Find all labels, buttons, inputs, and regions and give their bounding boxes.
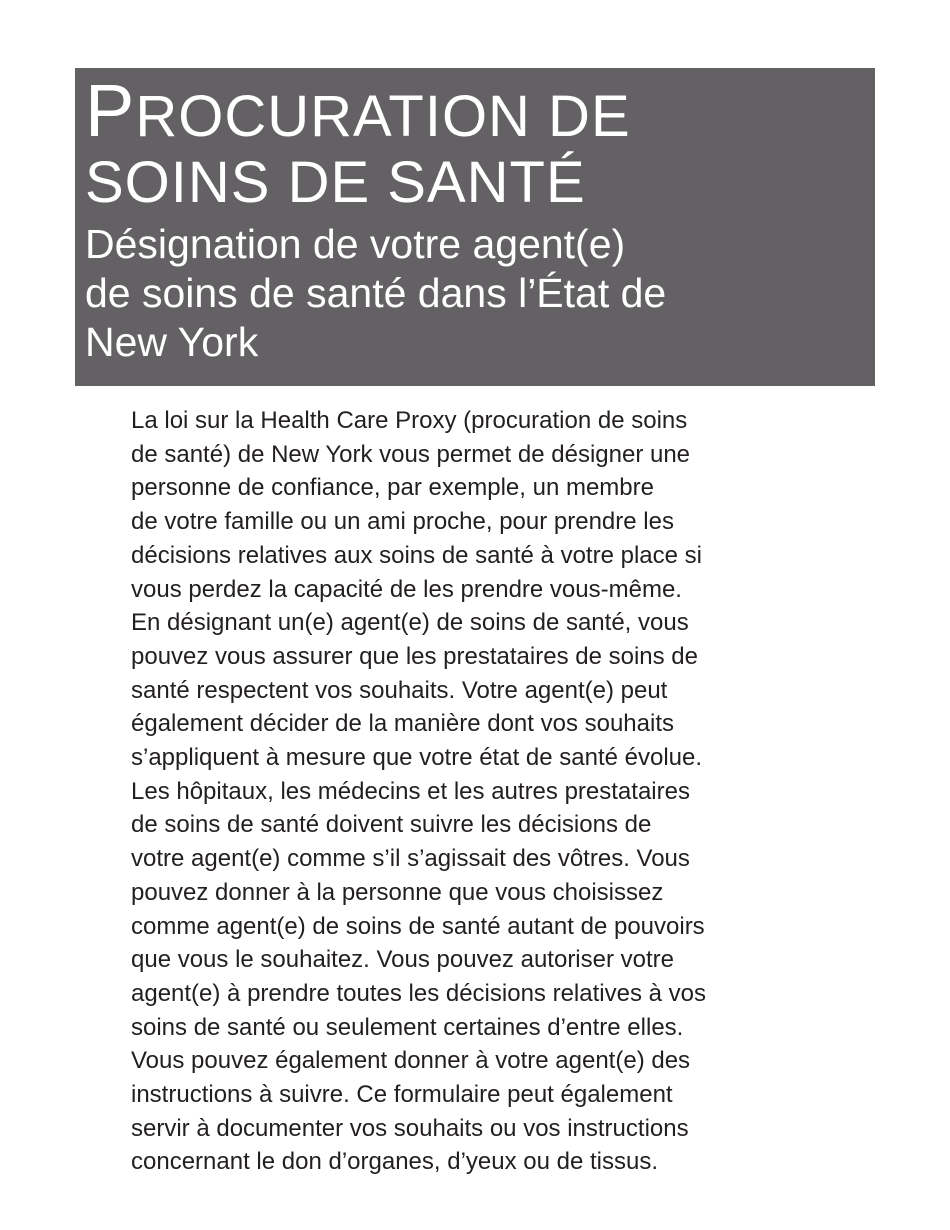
intro-paragraph (131, 404, 811, 1179)
paragraph-line: En désignant un(e) agent(e) de soins de santé, vous (131, 609, 689, 637)
paragraph-line: comme agent(e) de soins de santé autant de pouvoirs (131, 912, 705, 940)
paragraph-line: concernant le don d’organes, d’yeux ou de tissus. (131, 1148, 659, 1176)
page-title (85, 69, 865, 216)
paragraph-line: de soins de santé doivent suivre les décisions de (131, 811, 652, 839)
paragraph-line: que vous le souhaitez. Vous pouvez autoriser votre (131, 946, 674, 974)
paragraph-line: décisions relatives aux soins de santé à votre place si (131, 541, 702, 569)
paragraph-line: servir à documenter vos souhaits ou vos instructions (131, 1114, 689, 1142)
paragraph-line: soins de santé ou seulement certaines d’entre elles. (131, 1013, 684, 1041)
paragraph-line: Les hôpitaux, les médecins et les autres prestataires (131, 777, 690, 805)
paragraph-line: Vous pouvez également donner à votre agent(e) des (131, 1047, 691, 1075)
paragraph-line: de votre famille ou un ami proche, pour prendre les (131, 508, 674, 536)
paragraph-line: instructions à suivre. Ce formulaire peut également (131, 1081, 673, 1109)
paragraph-line: votre agent(e) comme s’il s’agissait des vôtres. Vous (131, 845, 690, 873)
paragraph-line: également décider de la manière dont vos souhaits (131, 710, 674, 738)
title-initial: P (85, 69, 136, 152)
header-band (75, 68, 875, 386)
subtitle-line: Désignation de votre agent(e) (85, 221, 626, 267)
paragraph-line: santé respectent vos souhaits. Votre agent(e) peut (131, 676, 668, 704)
page-subtitle (85, 220, 865, 367)
paragraph-line: personne de confiance, par exemple, un membre (131, 474, 654, 502)
paragraph-line: agent(e) à prendre toutes les décisions relatives à vos (131, 979, 706, 1007)
title-line-2: SOINS DE SANTÉ (85, 150, 586, 215)
subtitle-line: de soins de santé dans l’État de (85, 270, 667, 316)
paragraph-line: pouvez donner à la personne que vous choisissez (131, 878, 664, 906)
subtitle-line: New York (85, 319, 259, 365)
title-line-1-rest: ROCURATION DE (135, 84, 631, 149)
title-line-1 (85, 69, 865, 152)
paragraph-line: La loi sur la Health Care Proxy (procuration de soins (131, 407, 688, 434)
paragraph-line: s’appliquent à mesure que votre état de santé évolue. (131, 744, 703, 772)
paragraph-line: vous perdez la capacité de les prendre vous-même. (131, 575, 682, 603)
paragraph-line: de santé) de New York vous permet de désigner une (131, 440, 691, 468)
paragraph-line: pouvez vous assurer que les prestataires de soins de (131, 642, 698, 670)
